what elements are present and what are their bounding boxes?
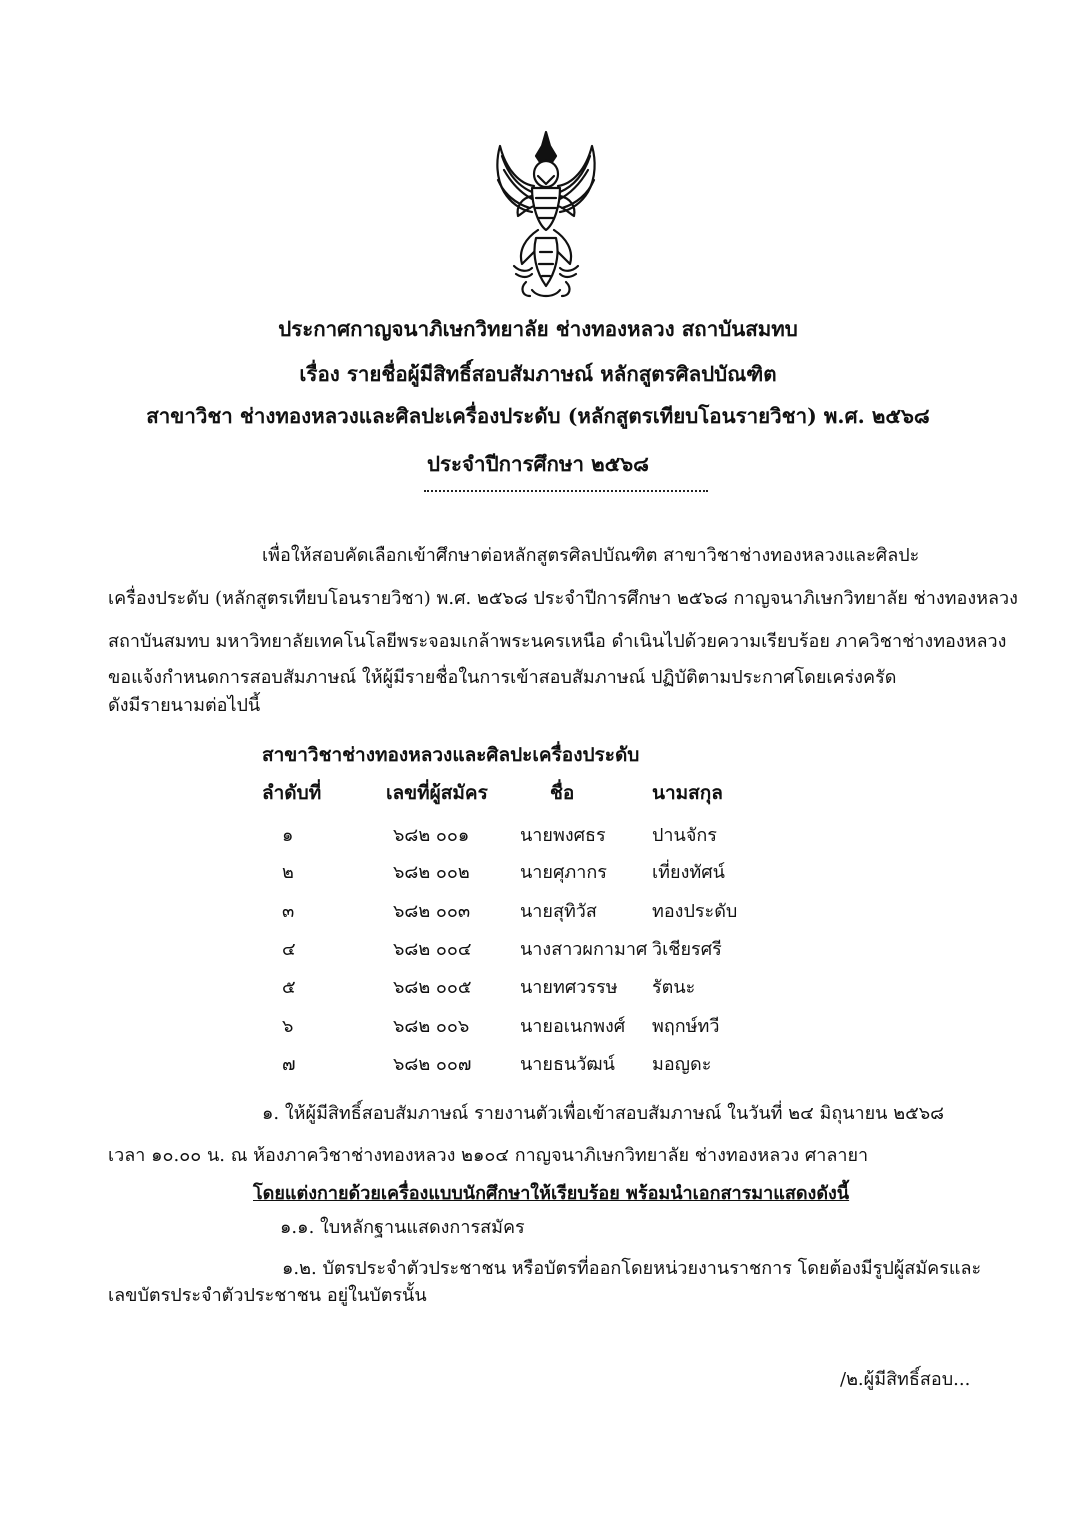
garuda-emblem-icon [492, 126, 600, 302]
table-row-first-name: นางสาวผกามาศ [520, 939, 648, 960]
notice-item-1-line-1: ๑. ให้ผู้มีสิทธิ์สอบสัมภาษณ์ รายงานตัวเพื่อเข้าสอบสัมภาษณ์ ในวันที่ ๒๔ มิถุนายน ๒๕๖๘ [262, 1103, 945, 1124]
table-row-order: ๔ [282, 939, 296, 960]
dress-code-note: โดยแต่งกายด้วยเครื่องแบบนักศึกษาให้เรียบร้อย พร้อมนำเอกสารมาแสดงดังนี้ [253, 1183, 850, 1204]
table-row-applicant-number: ๖๘๒ ๐๐๑ [393, 825, 470, 846]
notice-item-1-line-2: เวลา ๑๐.๐๐ น. ณ ห้องภาควิชาช่างทองหลวง ๒๑๐๔ กาญจนาภิเษกวิทยาลัย ช่างทองหลวง ศาลายา [108, 1145, 869, 1166]
table-row-applicant-number: ๖๘๒ ๐๐๕ [393, 977, 472, 998]
table-row-last-name: วิเชียรศรี [652, 939, 722, 960]
table-row-last-name: เที่ยงทัศน์ [652, 862, 725, 883]
table-row-applicant-number: ๖๘๒ ๐๐๓ [393, 901, 471, 922]
table-row-first-name: นายพงศธร [520, 825, 606, 846]
table-title: สาขาวิชาช่างทองหลวงและศิลปะเครื่องประดับ [262, 744, 640, 766]
column-header-last-name: นามสกุล [652, 782, 723, 804]
table-row-applicant-number: ๖๘๒ ๐๐๗ [393, 1054, 472, 1075]
column-header-order: ลำดับที่ [262, 782, 322, 804]
table-row-last-name: พฤกษ์ทวี [652, 1016, 720, 1037]
intro-line-4: ขอแจ้งกำหนดการสอบสัมภาษณ์ ให้ผู้มีรายชื่อในการเข้าสอบสัมภาษณ์ ปฏิบัติตามประกาศโดยเคร่งครัด [108, 667, 897, 688]
page-continuation: /๒.ผู้มีสิทธิ์สอบ... [840, 1369, 971, 1390]
table-row-applicant-number: ๖๘๒ ๐๐๖ [393, 1016, 470, 1037]
table-row-last-name: ปานจักร [652, 825, 717, 846]
table-row-first-name: นายสุทิวัส [520, 901, 597, 922]
table-row-last-name: รัตนะ [652, 977, 696, 998]
table-row-order: ๖ [282, 1016, 294, 1037]
intro-line-3: สถาบันสมทบ มหาวิทยาลัยเทคโนโลยีพระจอมเกล้าพระนครเหนือ ดำเนินไปด้วยความเรียบร้อย ภาควิชาช่างทองหลวง [108, 631, 1007, 652]
table-row-applicant-number: ๖๘๒ ๐๐๔ [393, 939, 472, 960]
intro-line-1: เพื่อให้สอบคัดเลือกเข้าศึกษาต่อหลักสูตรศิลปบัณฑิต สาขาวิชาช่างทองหลวงและศิลปะ [262, 545, 920, 566]
column-header-first-name: ชื่อ [550, 782, 575, 804]
table-row-first-name: นายอเนกพงศ์ [520, 1016, 626, 1037]
table-row-order: ๗ [282, 1054, 296, 1075]
table-row-first-name: นายทศวรรษ [520, 977, 618, 998]
announcement-subject: เรื่อง รายชื่อผู้มีสิทธิ์สอบสัมภาษณ์ หลักสูตรศิลปบัณฑิต [299, 362, 777, 386]
table-row-first-name: นายศุภากร [520, 862, 607, 883]
dotted-divider [424, 490, 708, 492]
table-row-last-name: มอญดะ [652, 1054, 712, 1075]
table-row-last-name: ทองประดับ [652, 901, 738, 922]
intro-line-5: ดังมีรายนามต่อไปนี้ [108, 695, 261, 716]
table-row-order: ๕ [282, 977, 296, 998]
notice-item-1-2-line-1: ๑.๒. บัตรประจำตัวประชาชน หรือบัตรที่ออกโดยหน่วยงานราชการ โดยต้องมีรูปผู้สมัครและ [282, 1258, 982, 1279]
intro-line-2: เครื่องประดับ (หลักสูตรเทียบโอนรายวิชา) พ.ศ. ๒๕๖๘ ประจำปีการศึกษา ๒๕๖๘ กาญจนาภิเษกวิทยาลัย ช่างทองหลวง [108, 588, 1018, 609]
announcement-year: ประจำปีการศึกษา ๒๕๖๘ [427, 452, 649, 476]
table-row-order: ๓ [282, 901, 295, 922]
announcement-title: ประกาศกาญจนาภิเษกวิทยาลัย ช่างทองหลวง สถาบันสมทบ [278, 317, 798, 341]
table-row-first-name: นายธนวัฒน์ [520, 1054, 615, 1075]
table-row-order: ๑ [282, 825, 294, 846]
table-row-order: ๒ [282, 862, 294, 883]
notice-item-1-2-line-2: เลขบัตรประจำตัวประชาชน อยู่ในบัตรนั้น [108, 1285, 427, 1306]
column-header-applicant-number: เลขที่ผู้สมัคร [386, 782, 488, 804]
table-row-applicant-number: ๖๘๒ ๐๐๒ [393, 862, 470, 883]
notice-item-1-1: ๑.๑. ใบหลักฐานแสดงการสมัคร [280, 1217, 525, 1238]
announcement-program: สาขาวิชา ช่างทองหลวงและศิลปะเครื่องประดับ (หลักสูตรเทียบโอนรายวิชา) พ.ศ. ๒๕๖๘ [146, 404, 930, 428]
